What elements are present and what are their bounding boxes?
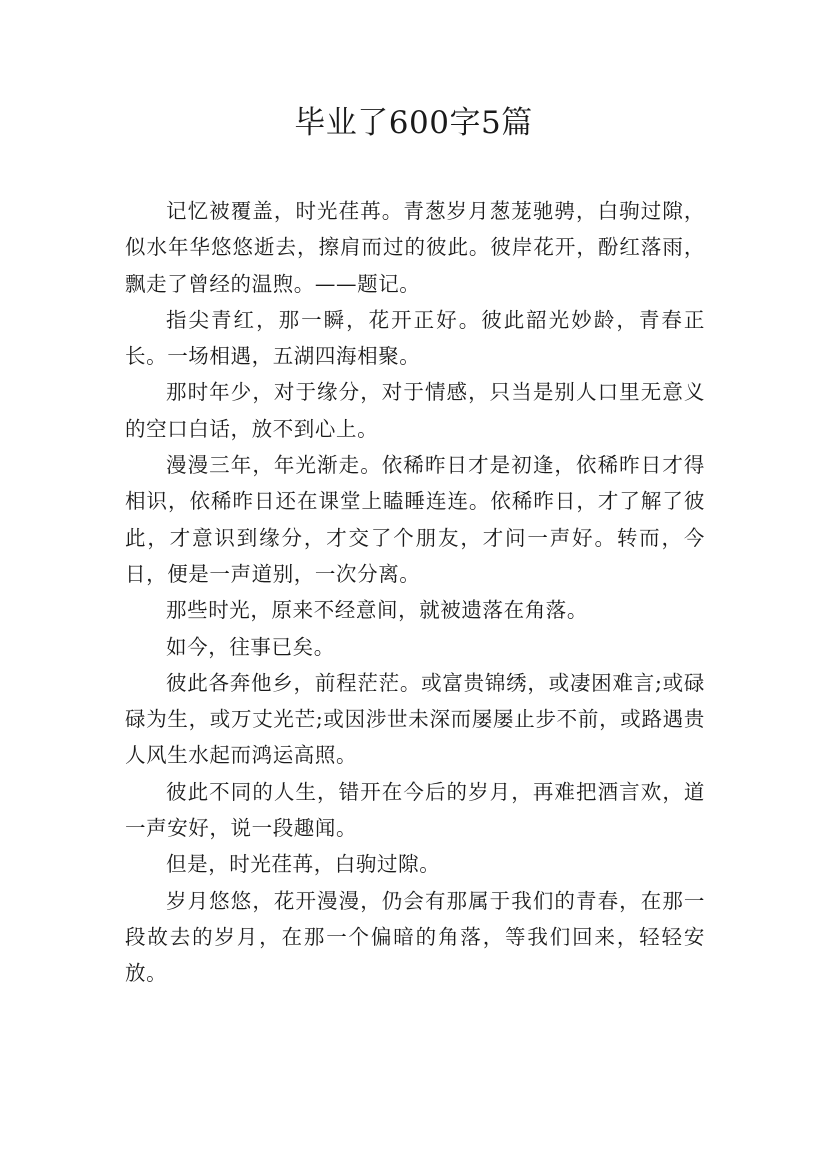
paragraph: 但是，时光荏苒，白驹过隙。: [166, 852, 441, 877]
paragraph: 那时年少，对于缘分，对于情感，只当是别人口里无意义的空口白话，放不到心上。: [125, 380, 705, 441]
document-body: [125, 193, 705, 992]
document-title: 毕业了600字5篇: [294, 105, 533, 141]
paragraph: 指尖青红，那一瞬，花开正好。彼此韶光妙龄，青春正长。一场相遇，五湖四海相聚。: [125, 307, 705, 369]
paragraph: 如今，往事已矣。: [166, 634, 335, 659]
paragraph: 那些时光，原来不经意间，就被遗落在角落。: [166, 598, 588, 623]
paragraph: 彼此不同的人生，错开在今后的岁月，再难把酒言欢，道一声安好，说一段趣闻。: [125, 779, 705, 841]
paragraph: 岁月悠悠，花开漫漫，仍会有那属于我们的青春，在那一段故去的岁月，在那一个偏暗的角落，等我们回来，轻轻安放。: [125, 888, 705, 986]
paragraph: 彼此各奔他乡，前程茫茫。或富贵锦绣，或凄困难言;或碌碌为生，或万丈光芒;或因涉世未深而屡屡止步不前，或路遇贵人风生水起而鸿运高照。: [125, 670, 705, 768]
paragraph: 漫漫三年，年光渐走。依稀昨日才是初逢，依稀昨日才得相识，依稀昨日还在课堂上瞌睡连连。依稀昨日，才了解了彼此，才意识到缘分，才交了个朋友，才问一声好。转而，今日，便是一声道别，一次分离。: [125, 453, 705, 586]
paragraph: 记忆被覆盖，时光荏苒。青葱岁月葱茏驰骋，白驹过隙，似水年华悠悠逝去，擦肩而过的彼此。彼岸花开，酚红落雨，飘走了曾经的温煦。——题记。: [125, 199, 705, 296]
